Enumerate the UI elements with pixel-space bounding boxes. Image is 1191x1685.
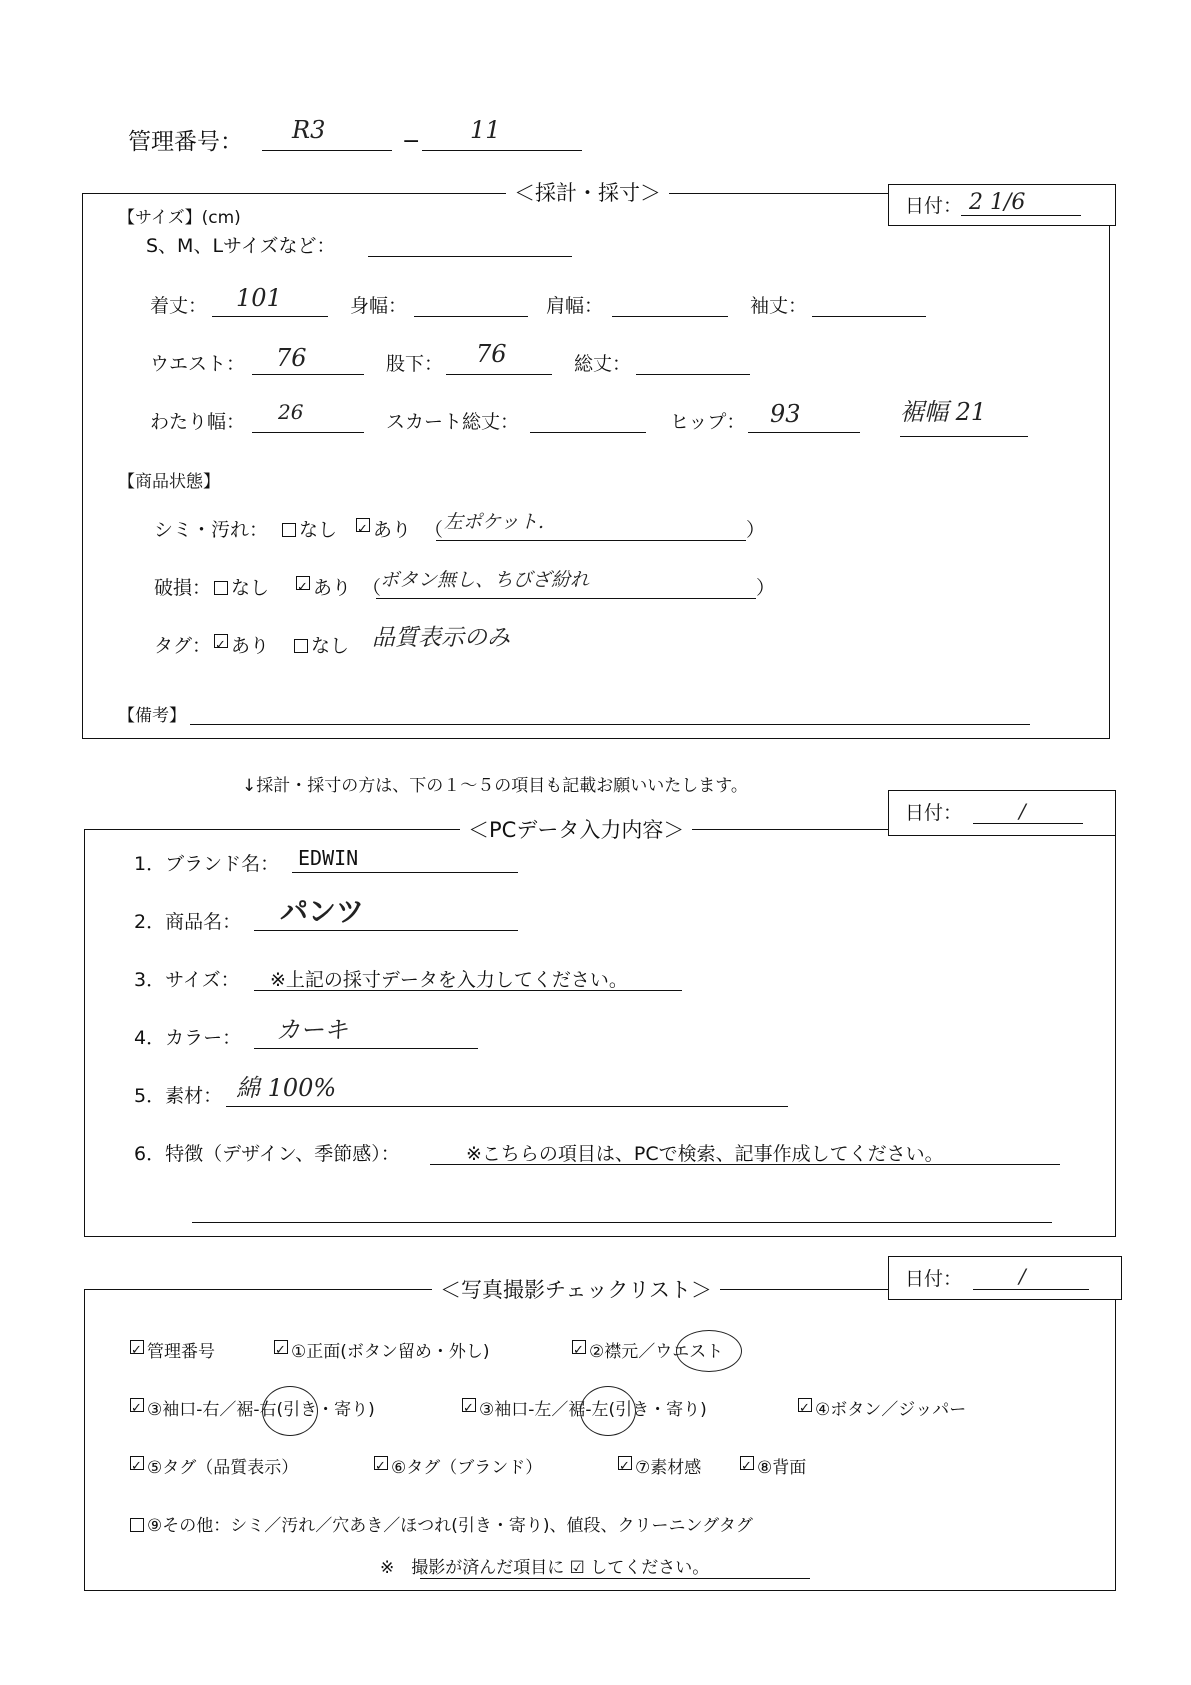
sml-field[interactable] <box>368 256 572 257</box>
features-field-2[interactable] <box>192 1222 1052 1223</box>
check-tag-brand[interactable]: ✓ ⑥タグ（ブランド） <box>374 1456 542 1480</box>
hip-value[interactable]: 93 <box>770 400 801 428</box>
damage-paren-close: ） <box>756 577 776 599</box>
control-number-suffix[interactable]: 11 <box>470 116 501 144</box>
checkbox-checked-icon <box>740 1456 754 1470</box>
stain-detail[interactable]: 左ポケット. <box>444 511 545 533</box>
length-field <box>212 316 328 317</box>
damage-label: 破損： <box>154 577 212 599</box>
size-item-field <box>254 990 682 991</box>
features-value: ※こちらの項目は、PCで検索、記事作成してください。 <box>466 1143 944 1165</box>
stain-label: シミ・汚れ： <box>154 519 269 541</box>
stain-paren-open: （ <box>424 519 444 541</box>
pc-date-line <box>973 823 1083 824</box>
checkbox-checked-icon <box>130 1398 144 1412</box>
sml-label: S、M、Lサイズなど： <box>146 235 336 257</box>
measurement-date-label: 日付： <box>905 195 963 217</box>
material-value[interactable]: 綿 100% <box>236 1074 337 1102</box>
material-label: 5．素材： <box>134 1085 223 1107</box>
checkbox-checked-icon <box>798 1398 812 1412</box>
control-number-label: 管理番号： <box>128 129 243 155</box>
control-number-prefix-line <box>262 150 392 151</box>
check-back[interactable]: ✓ ⑧背面 <box>740 1456 806 1480</box>
waist-value[interactable]: 76 <box>276 344 307 372</box>
thigh-width-value[interactable]: 26 <box>278 400 304 424</box>
handwritten-circle <box>676 1330 742 1372</box>
brand-value[interactable]: EDWIN <box>298 846 359 870</box>
stain-option-yes[interactable]: ✓ あり <box>356 518 411 542</box>
photo-date-value[interactable]: / <box>1019 1264 1026 1288</box>
photo-date-line <box>973 1289 1089 1290</box>
check-other[interactable]: ⑨その他：シミ／汚れ／穴あき／ほつれ(引き・寄り)、値段、クリーニングタグ <box>130 1514 753 1538</box>
measurement-section-title: ＜採計・採寸＞ <box>506 180 669 206</box>
skirt-length-label: スカート総丈： <box>386 411 520 433</box>
color-value[interactable]: カーキ <box>276 1016 348 1044</box>
features-field <box>430 1164 1060 1165</box>
damage-option-none[interactable]: なし <box>214 576 269 600</box>
pc-date-label: 日付： <box>905 802 963 824</box>
checkbox-checked-icon <box>572 1340 586 1354</box>
checkbox-icon <box>282 523 296 537</box>
hem-width-note: 裾幅 21 <box>900 398 987 426</box>
thigh-width-label: わたり幅： <box>150 411 246 433</box>
control-number-suffix-line <box>422 150 582 151</box>
damage-detail-line <box>376 598 756 599</box>
instruction-text: ↓採計・採寸の方は、下の１～５の項目も記載お願いいたします。 <box>242 776 748 796</box>
size-item-value: ※上記の採寸データを入力してください。 <box>270 969 628 991</box>
brand-field <box>292 872 518 873</box>
features-label: 6．特徴（デザイン、季節感）： <box>134 1143 400 1165</box>
measurement-date-box <box>888 184 1116 226</box>
checkbox-checked-icon <box>296 576 310 590</box>
pc-date-box <box>888 790 1116 836</box>
damage-detail[interactable]: ボタン無し、ちびざ紛れ <box>380 569 590 591</box>
damage-paren-open: （ <box>362 577 382 599</box>
tag-note[interactable]: 品質表示のみ <box>372 625 510 651</box>
color-field <box>254 1048 478 1049</box>
waist-label: ウエスト： <box>150 353 246 375</box>
tag-option-yes[interactable]: ✓ あり <box>214 634 269 658</box>
checkbox-checked-icon <box>356 518 370 532</box>
skirt-length-field[interactable] <box>530 432 646 433</box>
damage-option-yes[interactable]: ✓ あり <box>296 576 351 600</box>
check-cuff-left[interactable]: ✓ ③袖口-左／裾-左(引き・寄り) <box>462 1398 707 1422</box>
checkbox-checked-icon <box>618 1456 632 1470</box>
photo-note-underline <box>420 1578 810 1579</box>
product-name-value[interactable]: パンツ <box>280 895 365 928</box>
measurement-date-line <box>961 215 1081 216</box>
pc-date-value[interactable]: / <box>1019 799 1026 823</box>
size-item-label: 3．サイズ： <box>134 969 240 991</box>
total-length-label: 総丈： <box>574 353 632 375</box>
checkbox-icon <box>130 1518 144 1532</box>
check-collar-waist[interactable]: ✓ ②襟元／ウエスト <box>572 1340 723 1364</box>
body-width-field[interactable] <box>414 316 528 317</box>
sleeve-field[interactable] <box>812 316 926 317</box>
checkbox-icon <box>214 581 228 595</box>
checkbox-checked-icon <box>214 634 228 648</box>
thigh-width-field <box>252 432 364 433</box>
material-field <box>226 1106 788 1107</box>
product-name-field <box>254 930 518 931</box>
shoulder-label: 肩幅： <box>546 295 604 317</box>
check-material[interactable]: ✓ ⑦素材感 <box>618 1456 701 1480</box>
sleeve-label: 袖丈： <box>750 295 808 317</box>
checkbox-checked-icon <box>130 1340 144 1354</box>
pc-data-section-title: ＜PCデータ入力内容＞ <box>460 817 692 843</box>
tag-label: タグ： <box>154 635 212 657</box>
remarks-label: 【備考】 <box>118 706 186 726</box>
photo-note: ※ 撮影が済んだ項目に ☑ してください。 <box>380 1558 710 1578</box>
condition-heading: 【商品状態】 <box>118 472 220 492</box>
tag-option-none[interactable]: なし <box>294 634 349 658</box>
remarks-field[interactable] <box>190 724 1030 725</box>
color-label: 4．カラー： <box>134 1027 242 1049</box>
measurement-date-value[interactable]: 2 1/6 <box>969 190 1026 215</box>
shoulder-field[interactable] <box>612 316 728 317</box>
checkbox-icon <box>294 639 308 653</box>
size-heading: 【サイズ】(cm) <box>118 208 241 228</box>
inseam-value[interactable]: 76 <box>476 340 507 368</box>
photo-checklist-section <box>84 1289 1116 1591</box>
handwritten-circle <box>580 1386 636 1436</box>
stain-paren-close: ） <box>746 519 766 541</box>
hip-label: ヒップ： <box>670 411 746 433</box>
length-label: 着丈： <box>150 295 208 317</box>
hem-width-note-line <box>900 436 1028 437</box>
hip-field <box>748 432 860 433</box>
check-tag-quality[interactable]: ✓⑤タグ（品質表示） <box>130 1456 298 1480</box>
control-number-dash: − <box>402 129 421 154</box>
photo-date-label: 日付： <box>905 1268 963 1290</box>
checkbox-checked-icon <box>130 1456 144 1470</box>
control-number-prefix[interactable]: R3 <box>292 116 326 144</box>
total-length-field[interactable] <box>636 374 750 375</box>
brand-label: 1．ブランド名： <box>134 853 280 875</box>
check-cuff-right[interactable]: ✓③袖口-右／裾-右(引き・寄り) <box>130 1398 375 1422</box>
stain-option-none[interactable]: なし <box>282 518 337 542</box>
waist-field <box>252 374 364 375</box>
check-front[interactable]: ✓ ①正面(ボタン留め・外し) <box>274 1340 490 1364</box>
inseam-field <box>446 374 552 375</box>
checkbox-checked-icon <box>374 1456 388 1470</box>
checkbox-checked-icon <box>462 1398 476 1412</box>
length-value[interactable]: 101 <box>236 284 282 312</box>
check-button-zipper[interactable]: ✓ ④ボタン／ジッパー <box>798 1398 966 1422</box>
body-width-label: 身幅： <box>350 295 408 317</box>
stain-detail-line <box>436 540 746 541</box>
photo-checklist-title: ＜写真撮影チェックリスト＞ <box>432 1277 720 1303</box>
check-control-number[interactable]: ✓管理番号 <box>130 1340 215 1364</box>
product-name-label: 2．商品名： <box>134 911 242 933</box>
photo-date-box <box>888 1256 1122 1300</box>
handwritten-circle <box>262 1386 318 1436</box>
inseam-label: 股下： <box>386 353 444 375</box>
checkbox-checked-icon <box>274 1340 288 1354</box>
